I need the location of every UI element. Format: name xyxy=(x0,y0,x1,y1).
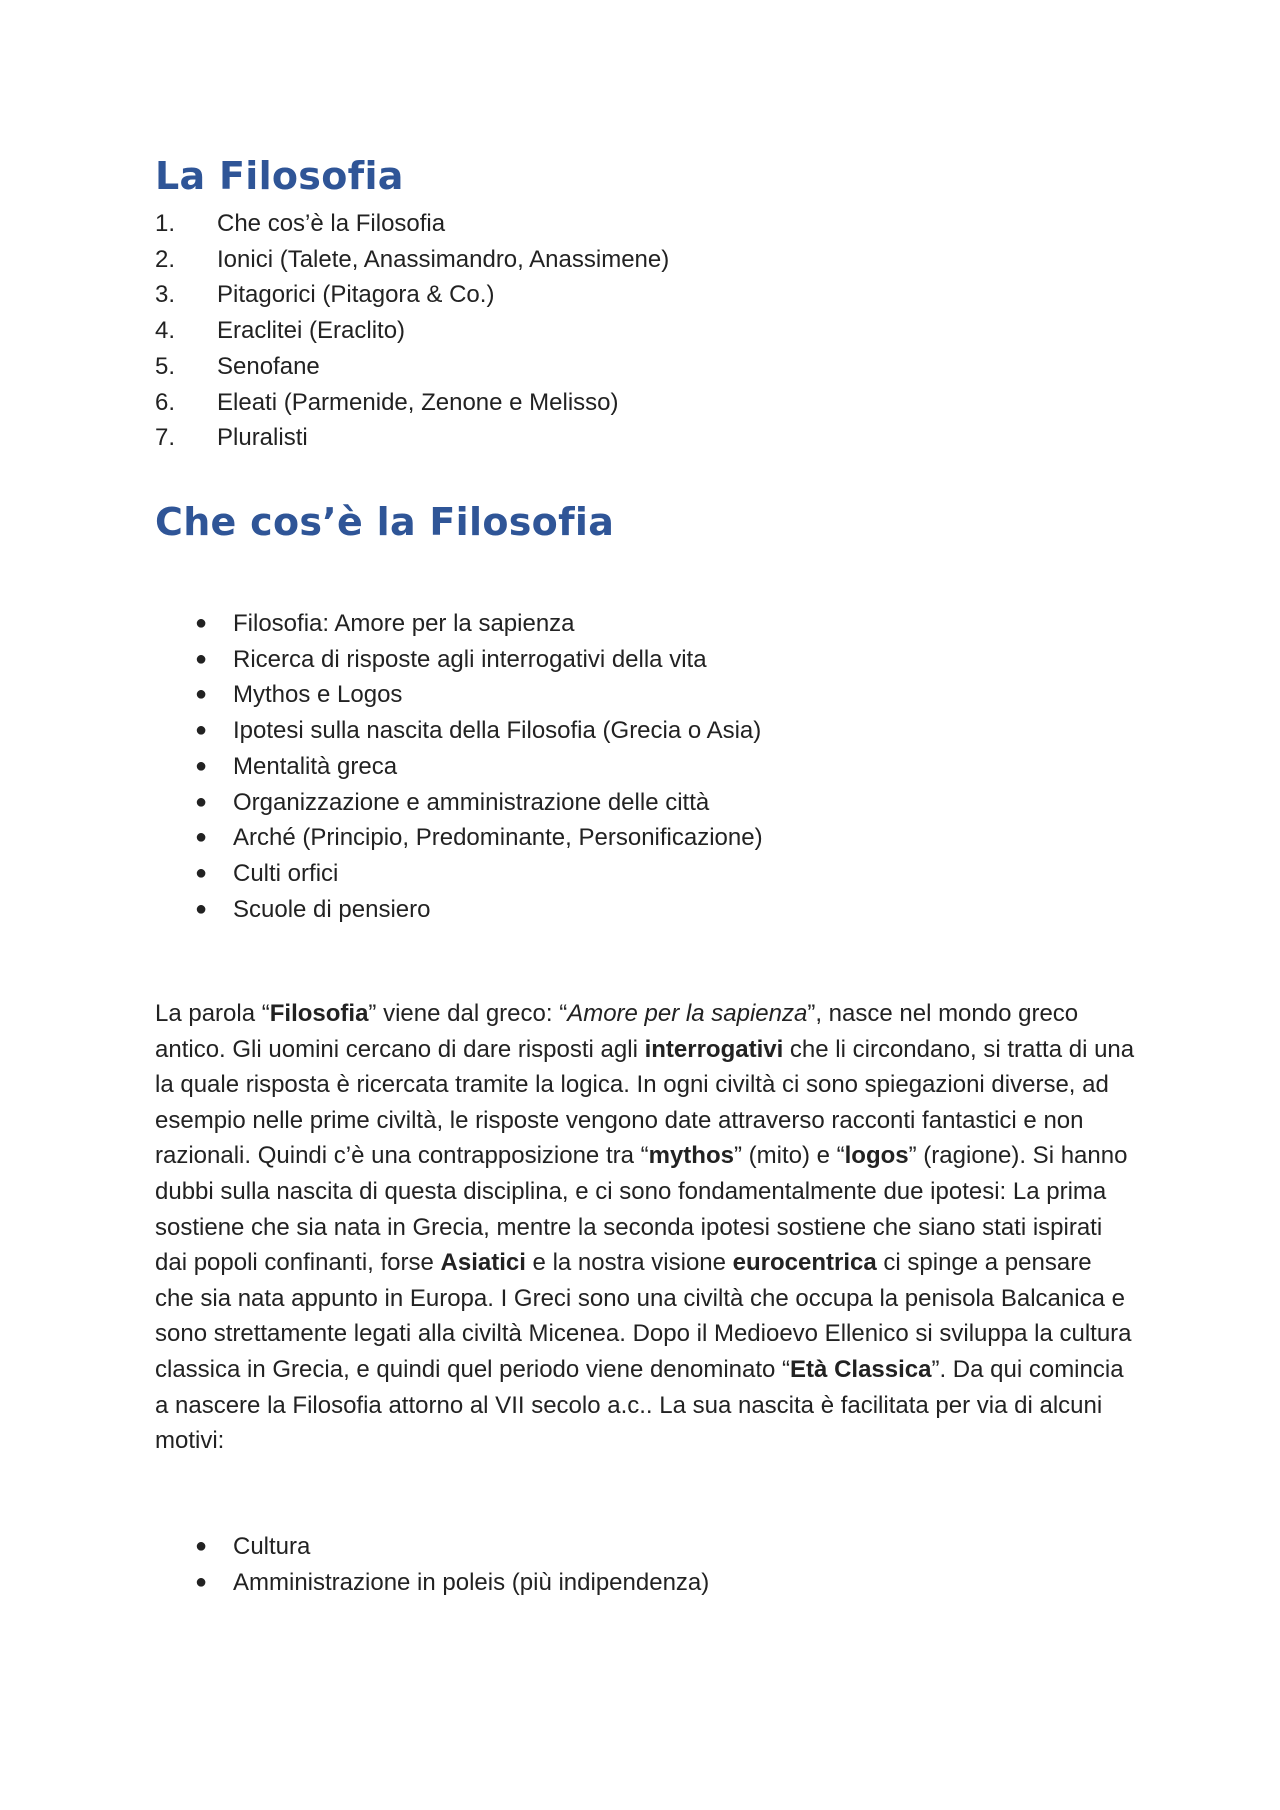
list-item-text: Scuole di pensiero xyxy=(233,895,431,923)
bullet-icon: ● xyxy=(195,612,208,634)
text-run: ”, nasce nel mondo greco antico. Gli uomini cercano di dare risposti agli xyxy=(155,1000,1079,1063)
list-item xyxy=(195,1565,709,1601)
list-item-text: Ipotesi sulla nascita della Filosofia (Grecia o Asia) xyxy=(233,717,762,745)
list-item xyxy=(195,1529,709,1565)
section-title: Che cos’è la Filosofia xyxy=(155,500,615,544)
bold-term: Asiatici xyxy=(440,1249,526,1277)
bullet-icon: ● xyxy=(195,790,208,813)
page-title: La Filosofia xyxy=(155,154,404,198)
bullet-icon: ● xyxy=(195,826,208,849)
text-run: ” (mito) e “ xyxy=(733,1142,845,1170)
text-run: ”. Da qui comincia a nascere la Filosofia attorno al VII secolo a.c.. La sua nascita è facilitata per via di alcuni motivi: xyxy=(155,1355,1124,1455)
toc-item xyxy=(155,277,669,313)
list-item-text: Amministrazione in poleis (più indipendenza) xyxy=(233,1568,710,1596)
list-item xyxy=(195,856,763,892)
toc-number: 2. xyxy=(155,245,176,273)
list-item-text: Organizzazione e amministrazione delle città xyxy=(233,788,710,816)
toc-item xyxy=(155,349,669,385)
text-run: ” (ragione). Si hanno dubbi sulla nascita di questa disciplina, e ci sono fondamentalmente due ipotesi: La prima sostiene che sia nata in Grecia, mentre la seconda ipotesi sostiene che siano stati ispirati dai popoli confinanti, forse xyxy=(155,1142,1128,1277)
bullet-icon: ● xyxy=(195,1535,208,1557)
toc-text: Che cos’è la Filosofia xyxy=(217,210,446,237)
bullet-icon: ● xyxy=(195,719,208,742)
toc-text: Eraclitei (Eraclito) xyxy=(217,317,406,345)
bullet-icon: ● xyxy=(195,683,208,706)
text-run: La parola “ xyxy=(155,1000,270,1027)
toc-text: Ionici (Talete, Anassimandro, Anassimene) xyxy=(217,245,670,273)
toc-text: Pluralisti xyxy=(217,424,308,452)
toc-number: 7. xyxy=(155,424,176,452)
toc-item xyxy=(155,385,669,421)
bullet-icon: ● xyxy=(195,861,208,884)
motivi-bullet-list xyxy=(195,1529,709,1600)
text-run: ci spinge a pensare che sia nata appunto in Europa. I Greci sono una civiltà che occupa la penisola Balcanica e sono strettamente legati alla civiltà Micenea. Dopo il Medioevo Ellenico si sviluppa la cultura classica in Grecia, e quindi quel periodo viene denominato “ xyxy=(155,1249,1132,1383)
list-item-text: Culti orfici xyxy=(233,859,339,887)
bold-term: logos xyxy=(844,1142,909,1170)
bold-term: mythos xyxy=(648,1142,734,1170)
bold-term: Età Classica xyxy=(790,1355,932,1383)
list-item xyxy=(195,820,763,856)
list-item-text: Filosofia: Amore per la sapienza xyxy=(233,610,575,637)
bullet-icon: ● xyxy=(195,647,208,670)
body-paragraph xyxy=(155,996,1135,1459)
table-of-contents xyxy=(155,206,669,456)
list-item-text: Ricerca di risposte agli interrogativi della vita xyxy=(233,645,707,673)
list-item-text: Arché (Principio, Predominante, Personificazione) xyxy=(233,824,763,852)
text-run: che li circondano, si tratta di una la quale risposta è ricercata tramite la logica. In ogni civiltà ci sono spiegazioni diverse, ad esempio nelle prime civiltà, le risposte vengono date attraverso racconti fantastici e non razionali. Quindi c’è una contrapposizione tra “ xyxy=(155,1035,1135,1170)
toc-text: Pitagorici (Pitagora & Co.) xyxy=(217,281,495,309)
toc-item xyxy=(155,420,669,456)
list-item xyxy=(195,606,763,642)
list-item-text: Mentalità greca xyxy=(233,752,398,780)
list-item xyxy=(195,892,763,928)
list-item xyxy=(195,749,763,785)
bold-term: eurocentrica xyxy=(732,1249,877,1277)
toc-number: 1. xyxy=(155,210,176,237)
toc-number: 4. xyxy=(155,317,176,345)
summary-bullet-list xyxy=(195,606,763,927)
toc-number: 3. xyxy=(155,281,176,309)
toc-text: Eleati (Parmenide, Zenone e Melisso) xyxy=(217,388,619,416)
text-run: ” viene dal greco: “ xyxy=(368,1000,568,1027)
list-item-text: Mythos e Logos xyxy=(233,681,403,709)
list-item-text: Cultura xyxy=(233,1533,311,1560)
bullet-icon: ● xyxy=(195,897,208,920)
bullet-icon: ● xyxy=(195,1570,208,1593)
list-item xyxy=(195,713,763,749)
toc-number: 6. xyxy=(155,388,176,416)
toc-item xyxy=(155,206,669,242)
bullet-icon: ● xyxy=(195,754,208,777)
text-run: e la nostra visione xyxy=(525,1249,733,1277)
bold-term: interrogativi xyxy=(644,1035,784,1063)
italic-term: Amore per la sapienza xyxy=(567,1000,808,1027)
list-item xyxy=(195,642,763,678)
list-item xyxy=(195,677,763,713)
toc-text: Senofane xyxy=(217,352,320,380)
list-item xyxy=(195,785,763,821)
toc-item xyxy=(155,242,669,278)
toc-number: 5. xyxy=(155,352,176,380)
bold-term: Filosofia xyxy=(269,1000,369,1027)
toc-item xyxy=(155,313,669,349)
